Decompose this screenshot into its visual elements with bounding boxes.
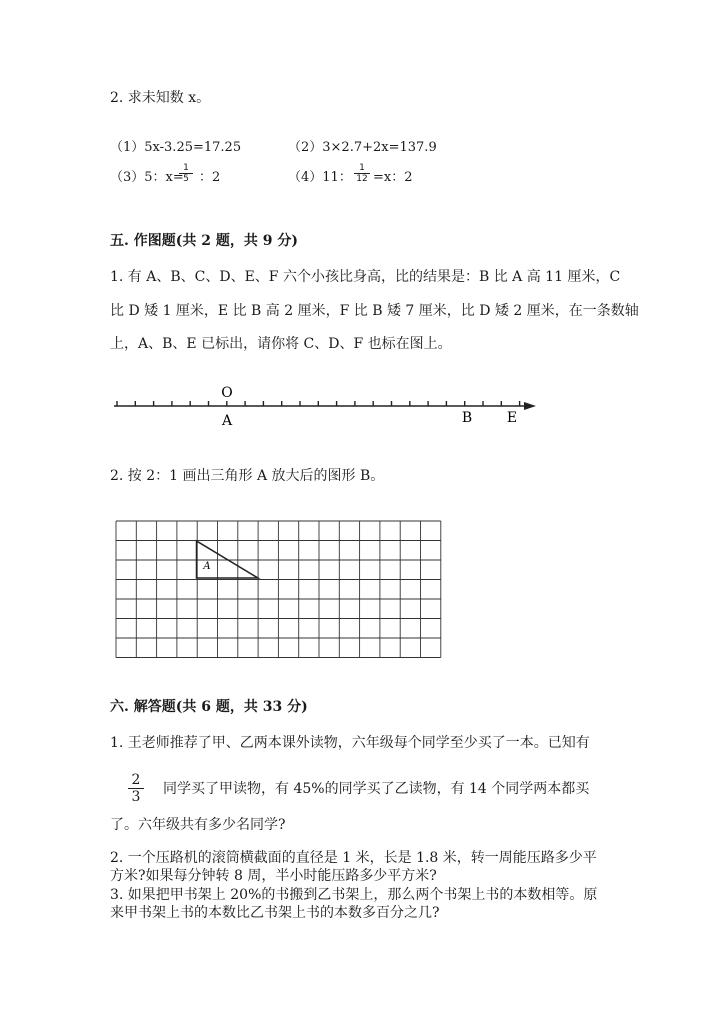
question-text: 来甲书架上书的本数比乙书架上书的本数多百分之几? — [110, 905, 440, 921]
grid-figure — [0, 515, 720, 665]
question-text: 1. 王老师推荐了甲、乙两本课外读物，六年级每个同学至少买了一本。已知有 — [110, 735, 590, 751]
question-text: 了。六年级共有多少名同学? — [110, 817, 286, 833]
equation-3-prefix: （3）5：x= — [110, 170, 184, 185]
question-text: 2. 一个压路机的滚筒横截面的直径是 1 米，长是 1.8 米，转一周能压路多少平 — [110, 850, 597, 866]
point-b-label: B — [461, 410, 473, 426]
square-grid — [116, 521, 441, 658]
question-title: 2. 求未知数 x。 — [110, 90, 211, 106]
equation-3-fraction — [179, 163, 193, 184]
equation-1: （1）5x-3.25=17.25 — [110, 140, 242, 155]
fraction-numerator: 1 — [183, 163, 189, 173]
fraction-numerator: 2 — [131, 772, 141, 788]
question-text: 2. 按 2：1 画出三角形 A 放大后的图形 B。 — [110, 468, 385, 484]
equation-4-fraction — [354, 163, 370, 184]
question-fraction — [128, 772, 144, 805]
point-a-label: A — [221, 413, 233, 429]
fraction-denominator: 3 — [131, 789, 141, 805]
question-text: 方米?如果每分钟转 8 周，半小时能压路多少平方米? — [110, 868, 437, 884]
equation-4-prefix: （4）11： — [288, 170, 352, 185]
fraction-denominator: 12 — [356, 174, 368, 184]
section-title: 五. 作图题(共 2 题，共 9 分) — [110, 233, 298, 249]
number-line — [0, 375, 720, 435]
fraction-numerator: 1 — [359, 163, 365, 173]
equation-3-suffix: ：2 — [199, 170, 221, 185]
question-text: 同学买了甲读物，有 45%的同学买了乙读物，有 14 个同学两本都买 — [163, 781, 590, 797]
point-e-label: E — [506, 410, 518, 426]
axis-arrow — [524, 402, 536, 410]
triangle-label: A — [203, 561, 211, 572]
section-title: 六. 解答题(共 6 题，共 33 分) — [110, 699, 308, 715]
equation-4-suffix: =x：2 — [373, 170, 413, 185]
equation-2: （2）3×2.7+2x=137.9 — [288, 140, 437, 155]
question-text: 1. 有 A、B、C、D、E、F 六个小孩比身高，比的结果是：B 比 A 高 11 厘米，C — [110, 269, 621, 285]
question-text: 比 D 矮 1 厘米，E 比 B 高 2 厘米，F 比 B 矮 7 厘米，比 D 矮 2 厘米，在一条数轴 — [110, 303, 639, 319]
fraction-denominator: 5 — [183, 174, 189, 184]
question-text: 上，A、B、E 已标出，请你将 C、D、F 也标在图上。 — [110, 336, 452, 352]
origin-label: O — [221, 385, 233, 401]
question-text: 3. 如果把甲书架上 20%的书搬到乙书架上，那么两个书架上书的本数相等。原 — [110, 887, 598, 903]
triangle-a — [197, 541, 259, 578]
